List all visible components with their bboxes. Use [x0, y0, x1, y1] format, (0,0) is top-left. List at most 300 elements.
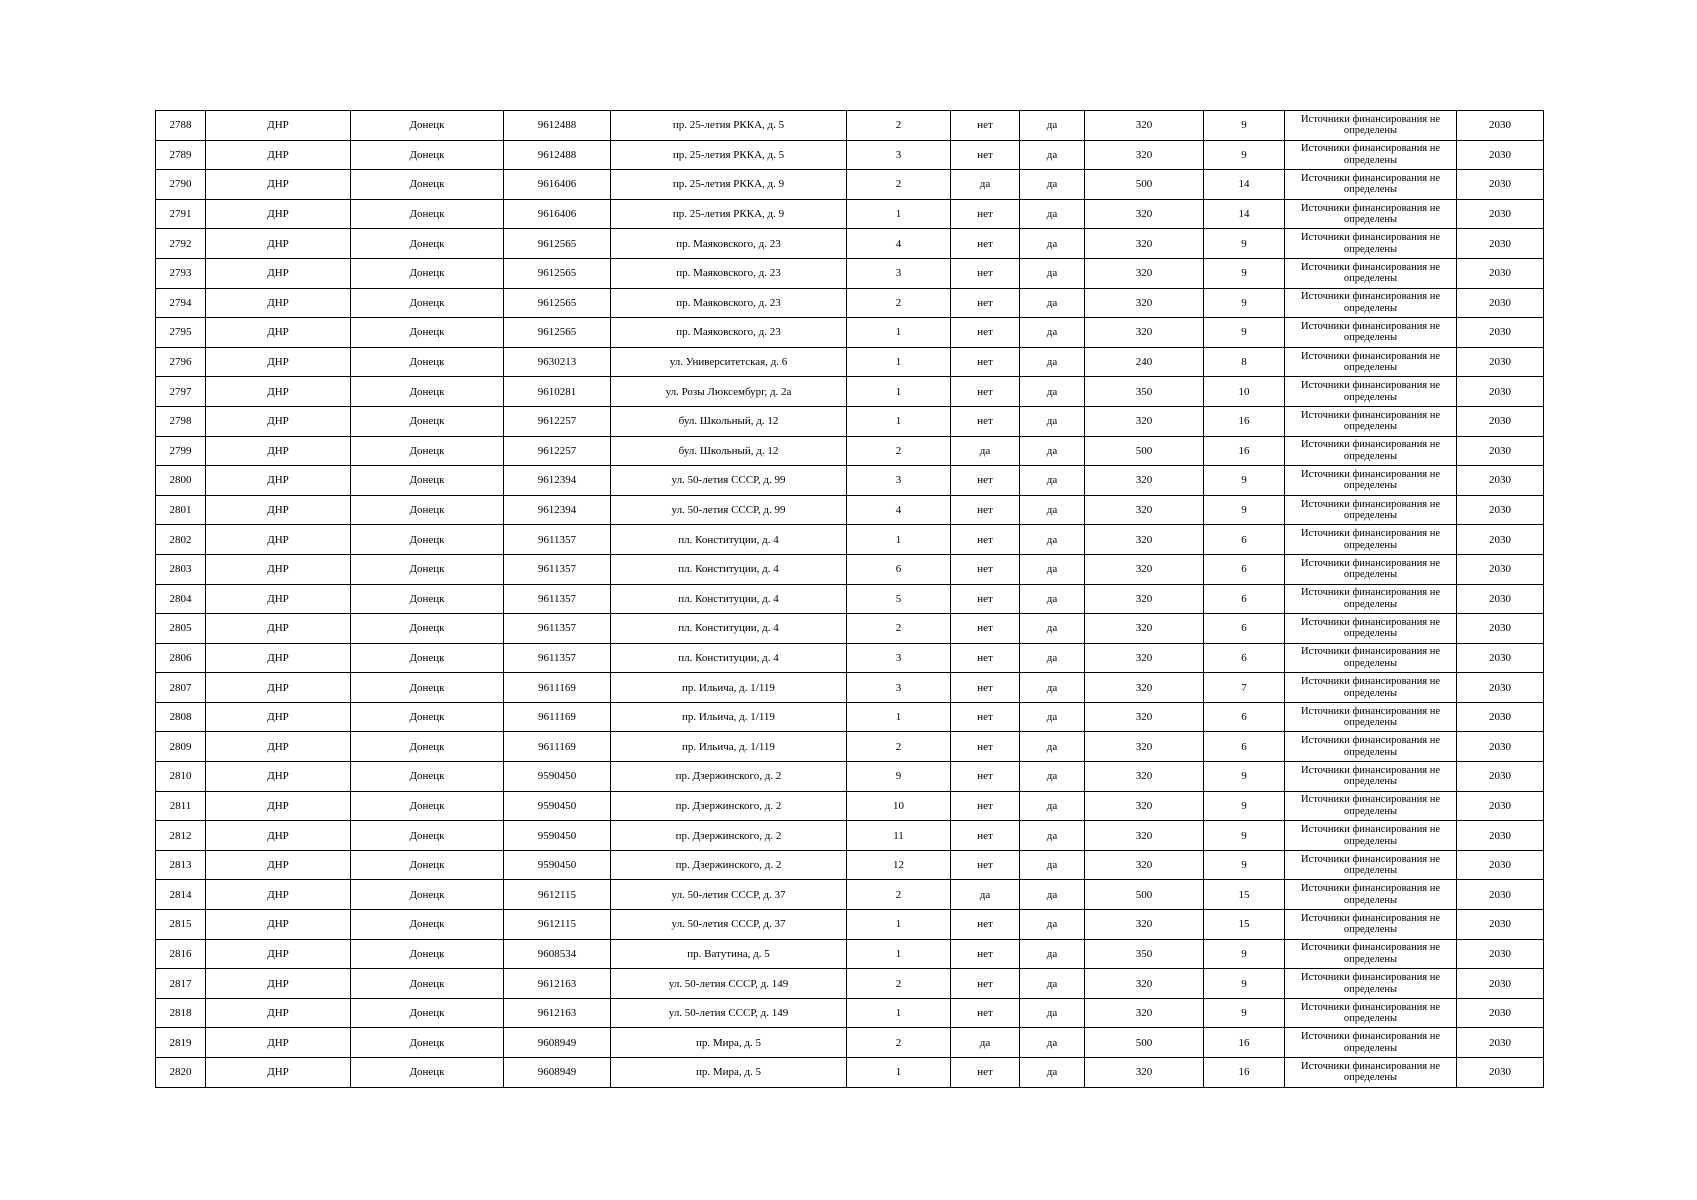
freight-flag-cell: нет: [951, 939, 1020, 969]
funding-source-cell: Источники финансирования не определены: [1285, 466, 1457, 496]
capacity-cell: 320: [1085, 998, 1204, 1028]
address-cell: пр. Дзержинского, д. 2: [611, 791, 847, 821]
building-id-cell: 9611169: [504, 702, 611, 732]
address-cell: пл. Конституции, д. 4: [611, 584, 847, 614]
replacement-flag-cell: да: [1020, 821, 1085, 851]
row-number-cell: 2816: [156, 939, 206, 969]
year-cell: 2030: [1457, 910, 1544, 940]
entrance-cell: 11: [847, 821, 951, 851]
floors-cell: 6: [1204, 732, 1285, 762]
row-number-cell: 2791: [156, 199, 206, 229]
table-row: [156, 791, 1544, 821]
entrance-cell: 1: [847, 318, 951, 348]
funding-source-cell: Источники финансирования не определены: [1285, 554, 1457, 584]
city-cell: Донецк: [351, 614, 504, 644]
row-number-cell: 2804: [156, 584, 206, 614]
row-number-cell: 2790: [156, 170, 206, 200]
city-cell: Донецк: [351, 406, 504, 436]
replacement-flag-cell: да: [1020, 969, 1085, 999]
city-cell: Донецк: [351, 229, 504, 259]
table-row: [156, 1058, 1544, 1088]
table-row: [156, 880, 1544, 910]
row-number-cell: 2808: [156, 702, 206, 732]
replacement-flag-cell: да: [1020, 170, 1085, 200]
address-cell: ул. 50-летия СССР, д. 37: [611, 910, 847, 940]
table-row: [156, 702, 1544, 732]
city-cell: Донецк: [351, 377, 504, 407]
city-cell: Донецк: [351, 821, 504, 851]
freight-flag-cell: нет: [951, 377, 1020, 407]
year-cell: 2030: [1457, 1058, 1544, 1088]
building-id-cell: 9590450: [504, 762, 611, 792]
year-cell: 2030: [1457, 939, 1544, 969]
city-cell: Донецк: [351, 554, 504, 584]
entrance-cell: 3: [847, 140, 951, 170]
replacement-flag-cell: да: [1020, 643, 1085, 673]
region-cell: ДНР: [206, 140, 351, 170]
replacement-flag-cell: да: [1020, 406, 1085, 436]
capacity-cell: 320: [1085, 791, 1204, 821]
floors-cell: 9: [1204, 850, 1285, 880]
region-cell: ДНР: [206, 673, 351, 703]
freight-flag-cell: нет: [951, 347, 1020, 377]
table-row: [156, 436, 1544, 466]
year-cell: 2030: [1457, 969, 1544, 999]
row-number-cell: 2805: [156, 614, 206, 644]
building-id-cell: 9612565: [504, 288, 611, 318]
region-cell: ДНР: [206, 170, 351, 200]
region-cell: ДНР: [206, 732, 351, 762]
floors-cell: 6: [1204, 702, 1285, 732]
replacement-flag-cell: да: [1020, 791, 1085, 821]
region-cell: ДНР: [206, 377, 351, 407]
funding-source-cell: Источники финансирования не определены: [1285, 702, 1457, 732]
address-cell: пр. 25-летия РККА, д. 5: [611, 111, 847, 141]
table-body: [156, 111, 1544, 1088]
region-cell: ДНР: [206, 554, 351, 584]
freight-flag-cell: нет: [951, 791, 1020, 821]
entrance-cell: 1: [847, 1058, 951, 1088]
floors-cell: 14: [1204, 199, 1285, 229]
freight-flag-cell: нет: [951, 111, 1020, 141]
table-row: [156, 584, 1544, 614]
year-cell: 2030: [1457, 170, 1544, 200]
building-id-cell: 9611169: [504, 673, 611, 703]
floors-cell: 6: [1204, 584, 1285, 614]
building-id-cell: 9611357: [504, 643, 611, 673]
address-cell: пр. Ильича, д. 1/119: [611, 702, 847, 732]
entrance-cell: 3: [847, 258, 951, 288]
region-cell: ДНР: [206, 436, 351, 466]
year-cell: 2030: [1457, 140, 1544, 170]
entrance-cell: 1: [847, 702, 951, 732]
city-cell: Донецк: [351, 969, 504, 999]
building-id-cell: 9612115: [504, 910, 611, 940]
freight-flag-cell: нет: [951, 850, 1020, 880]
city-cell: Донецк: [351, 288, 504, 318]
region-cell: ДНР: [206, 762, 351, 792]
address-cell: пр. 25-летия РККА, д. 5: [611, 140, 847, 170]
table-row: [156, 377, 1544, 407]
freight-flag-cell: да: [951, 880, 1020, 910]
address-cell: пр. Маяковского, д. 23: [611, 318, 847, 348]
address-cell: пр. Ильича, д. 1/119: [611, 732, 847, 762]
freight-flag-cell: нет: [951, 614, 1020, 644]
table-row: [156, 288, 1544, 318]
capacity-cell: 320: [1085, 111, 1204, 141]
building-id-cell: 9608949: [504, 1028, 611, 1058]
building-id-cell: 9610281: [504, 377, 611, 407]
city-cell: Донецк: [351, 258, 504, 288]
replacement-flag-cell: да: [1020, 762, 1085, 792]
floors-cell: 9: [1204, 466, 1285, 496]
entrance-cell: 1: [847, 347, 951, 377]
city-cell: Донецк: [351, 850, 504, 880]
city-cell: Донецк: [351, 880, 504, 910]
floors-cell: 9: [1204, 288, 1285, 318]
entrance-cell: 1: [847, 525, 951, 555]
capacity-cell: 320: [1085, 466, 1204, 496]
year-cell: 2030: [1457, 199, 1544, 229]
address-cell: пл. Конституции, д. 4: [611, 614, 847, 644]
region-cell: ДНР: [206, 525, 351, 555]
row-number-cell: 2810: [156, 762, 206, 792]
row-number-cell: 2812: [156, 821, 206, 851]
year-cell: 2030: [1457, 288, 1544, 318]
row-number-cell: 2794: [156, 288, 206, 318]
city-cell: Донецк: [351, 111, 504, 141]
floors-cell: 9: [1204, 762, 1285, 792]
capacity-cell: 500: [1085, 1028, 1204, 1058]
city-cell: Донецк: [351, 643, 504, 673]
row-number-cell: 2798: [156, 406, 206, 436]
freight-flag-cell: нет: [951, 762, 1020, 792]
year-cell: 2030: [1457, 998, 1544, 1028]
floors-cell: 9: [1204, 998, 1285, 1028]
freight-flag-cell: нет: [951, 673, 1020, 703]
funding-source-cell: Источники финансирования не определены: [1285, 614, 1457, 644]
table-row: [156, 998, 1544, 1028]
capacity-cell: 320: [1085, 140, 1204, 170]
freight-flag-cell: нет: [951, 732, 1020, 762]
year-cell: 2030: [1457, 229, 1544, 259]
address-cell: пл. Конституции, д. 4: [611, 643, 847, 673]
replacement-flag-cell: да: [1020, 466, 1085, 496]
region-cell: ДНР: [206, 318, 351, 348]
replacement-flag-cell: да: [1020, 288, 1085, 318]
capacity-cell: 320: [1085, 199, 1204, 229]
funding-source-cell: Источники финансирования не определены: [1285, 732, 1457, 762]
address-cell: ул. 50-летия СССР, д. 149: [611, 998, 847, 1028]
row-number-cell: 2789: [156, 140, 206, 170]
year-cell: 2030: [1457, 377, 1544, 407]
address-cell: пр. 25-летия РККА, д. 9: [611, 170, 847, 200]
entrance-cell: 2: [847, 111, 951, 141]
replacement-flag-cell: да: [1020, 939, 1085, 969]
table-row: [156, 406, 1544, 436]
funding-source-cell: Источники финансирования не определены: [1285, 791, 1457, 821]
capacity-cell: 320: [1085, 229, 1204, 259]
replacement-flag-cell: да: [1020, 998, 1085, 1028]
floors-cell: 6: [1204, 643, 1285, 673]
city-cell: Донецк: [351, 140, 504, 170]
table-row: [156, 643, 1544, 673]
table-row: [156, 466, 1544, 496]
year-cell: 2030: [1457, 318, 1544, 348]
building-id-cell: 9616406: [504, 199, 611, 229]
capacity-cell: 320: [1085, 910, 1204, 940]
address-cell: пр. Маяковского, д. 23: [611, 258, 847, 288]
region-cell: ДНР: [206, 347, 351, 377]
address-cell: пл. Конституции, д. 4: [611, 554, 847, 584]
replacement-flag-cell: да: [1020, 229, 1085, 259]
building-id-cell: 9612163: [504, 998, 611, 1028]
building-id-cell: 9612163: [504, 969, 611, 999]
freight-flag-cell: нет: [951, 584, 1020, 614]
address-cell: ул. 50-летия СССР, д. 37: [611, 880, 847, 910]
year-cell: 2030: [1457, 406, 1544, 436]
row-number-cell: 2820: [156, 1058, 206, 1088]
elevator-register-table: [155, 110, 1544, 1088]
region-cell: ДНР: [206, 406, 351, 436]
capacity-cell: 320: [1085, 614, 1204, 644]
city-cell: Донецк: [351, 762, 504, 792]
year-cell: 2030: [1457, 702, 1544, 732]
floors-cell: 16: [1204, 436, 1285, 466]
year-cell: 2030: [1457, 614, 1544, 644]
table-row: [156, 732, 1544, 762]
entrance-cell: 1: [847, 406, 951, 436]
freight-flag-cell: нет: [951, 288, 1020, 318]
year-cell: 2030: [1457, 821, 1544, 851]
capacity-cell: 320: [1085, 702, 1204, 732]
building-id-cell: 9590450: [504, 850, 611, 880]
row-number-cell: 2809: [156, 732, 206, 762]
floors-cell: 10: [1204, 377, 1285, 407]
year-cell: 2030: [1457, 643, 1544, 673]
freight-flag-cell: нет: [951, 318, 1020, 348]
row-number-cell: 2801: [156, 495, 206, 525]
capacity-cell: 320: [1085, 673, 1204, 703]
region-cell: ДНР: [206, 1028, 351, 1058]
capacity-cell: 320: [1085, 584, 1204, 614]
city-cell: Донецк: [351, 791, 504, 821]
entrance-cell: 2: [847, 170, 951, 200]
entrance-cell: 5: [847, 584, 951, 614]
capacity-cell: 500: [1085, 436, 1204, 466]
replacement-flag-cell: да: [1020, 347, 1085, 377]
row-number-cell: 2802: [156, 525, 206, 555]
year-cell: 2030: [1457, 466, 1544, 496]
year-cell: 2030: [1457, 1028, 1544, 1058]
table-row: [156, 525, 1544, 555]
table-row: [156, 258, 1544, 288]
capacity-cell: 320: [1085, 554, 1204, 584]
city-cell: Донецк: [351, 436, 504, 466]
address-cell: пр. Дзержинского, д. 2: [611, 850, 847, 880]
table-row: [156, 495, 1544, 525]
floors-cell: 9: [1204, 318, 1285, 348]
floors-cell: 14: [1204, 170, 1285, 200]
funding-source-cell: Источники финансирования не определены: [1285, 673, 1457, 703]
region-cell: ДНР: [206, 111, 351, 141]
row-number-cell: 2795: [156, 318, 206, 348]
year-cell: 2030: [1457, 732, 1544, 762]
funding-source-cell: Источники финансирования не определены: [1285, 880, 1457, 910]
capacity-cell: 320: [1085, 288, 1204, 318]
freight-flag-cell: нет: [951, 1058, 1020, 1088]
table-row: [156, 673, 1544, 703]
year-cell: 2030: [1457, 495, 1544, 525]
building-id-cell: 9612565: [504, 229, 611, 259]
entrance-cell: 1: [847, 939, 951, 969]
row-number-cell: 2799: [156, 436, 206, 466]
building-id-cell: 9612488: [504, 140, 611, 170]
replacement-flag-cell: да: [1020, 318, 1085, 348]
region-cell: ДНР: [206, 702, 351, 732]
address-cell: ул. 50-летия СССР, д. 149: [611, 969, 847, 999]
year-cell: 2030: [1457, 554, 1544, 584]
building-id-cell: 9612394: [504, 495, 611, 525]
row-number-cell: 2815: [156, 910, 206, 940]
funding-source-cell: Источники финансирования не определены: [1285, 170, 1457, 200]
capacity-cell: 320: [1085, 850, 1204, 880]
building-id-cell: 9590450: [504, 821, 611, 851]
floors-cell: 9: [1204, 140, 1285, 170]
region-cell: ДНР: [206, 288, 351, 318]
address-cell: пр. Дзержинского, д. 2: [611, 762, 847, 792]
region-cell: ДНР: [206, 614, 351, 644]
table-row: [156, 554, 1544, 584]
address-cell: пр. Дзержинского, д. 2: [611, 821, 847, 851]
table-row: [156, 821, 1544, 851]
table-row: [156, 850, 1544, 880]
entrance-cell: 1: [847, 199, 951, 229]
funding-source-cell: Источники финансирования не определены: [1285, 288, 1457, 318]
building-id-cell: 9608949: [504, 1058, 611, 1088]
floors-cell: 9: [1204, 229, 1285, 259]
table-row: [156, 111, 1544, 141]
region-cell: ДНР: [206, 821, 351, 851]
freight-flag-cell: нет: [951, 466, 1020, 496]
replacement-flag-cell: да: [1020, 673, 1085, 703]
funding-source-cell: Источники финансирования не определены: [1285, 1058, 1457, 1088]
building-id-cell: 9630213: [504, 347, 611, 377]
year-cell: 2030: [1457, 436, 1544, 466]
region-cell: ДНР: [206, 880, 351, 910]
floors-cell: 9: [1204, 791, 1285, 821]
funding-source-cell: Источники финансирования не определены: [1285, 969, 1457, 999]
year-cell: 2030: [1457, 762, 1544, 792]
building-id-cell: 9611357: [504, 525, 611, 555]
capacity-cell: 320: [1085, 406, 1204, 436]
year-cell: 2030: [1457, 584, 1544, 614]
city-cell: Донецк: [351, 939, 504, 969]
replacement-flag-cell: да: [1020, 199, 1085, 229]
freight-flag-cell: нет: [951, 554, 1020, 584]
table-row: [156, 170, 1544, 200]
table-row: [156, 969, 1544, 999]
floors-cell: 9: [1204, 939, 1285, 969]
replacement-flag-cell: да: [1020, 1058, 1085, 1088]
city-cell: Донецк: [351, 199, 504, 229]
entrance-cell: 4: [847, 495, 951, 525]
entrance-cell: 6: [847, 554, 951, 584]
floors-cell: 9: [1204, 821, 1285, 851]
city-cell: Донецк: [351, 1058, 504, 1088]
city-cell: Донецк: [351, 732, 504, 762]
freight-flag-cell: нет: [951, 969, 1020, 999]
replacement-flag-cell: да: [1020, 525, 1085, 555]
floors-cell: 9: [1204, 111, 1285, 141]
address-cell: пр. Маяковского, д. 23: [611, 229, 847, 259]
city-cell: Донецк: [351, 525, 504, 555]
floors-cell: 15: [1204, 910, 1285, 940]
table-row: [156, 199, 1544, 229]
floors-cell: 15: [1204, 880, 1285, 910]
address-cell: ул. Розы Люксембург, д. 2а: [611, 377, 847, 407]
region-cell: ДНР: [206, 1058, 351, 1088]
funding-source-cell: Источники финансирования не определены: [1285, 229, 1457, 259]
table-row: [156, 140, 1544, 170]
replacement-flag-cell: да: [1020, 111, 1085, 141]
year-cell: 2030: [1457, 111, 1544, 141]
entrance-cell: 2: [847, 614, 951, 644]
address-cell: ул. Университетская, д. 6: [611, 347, 847, 377]
building-id-cell: 9612394: [504, 466, 611, 496]
freight-flag-cell: нет: [951, 229, 1020, 259]
region-cell: ДНР: [206, 910, 351, 940]
address-cell: ул. 50-летия СССР, д. 99: [611, 495, 847, 525]
row-number-cell: 2814: [156, 880, 206, 910]
funding-source-cell: Источники финансирования не определены: [1285, 584, 1457, 614]
region-cell: ДНР: [206, 998, 351, 1028]
region-cell: ДНР: [206, 939, 351, 969]
funding-source-cell: Источники финансирования не определены: [1285, 140, 1457, 170]
floors-cell: 8: [1204, 347, 1285, 377]
building-id-cell: 9590450: [504, 791, 611, 821]
region-cell: ДНР: [206, 643, 351, 673]
table-row: [156, 910, 1544, 940]
floors-cell: 6: [1204, 554, 1285, 584]
capacity-cell: 350: [1085, 377, 1204, 407]
replacement-flag-cell: да: [1020, 258, 1085, 288]
row-number-cell: 2813: [156, 850, 206, 880]
address-cell: пл. Конституции, д. 4: [611, 525, 847, 555]
freight-flag-cell: нет: [951, 140, 1020, 170]
address-cell: бул. Школьный, д. 12: [611, 406, 847, 436]
freight-flag-cell: да: [951, 436, 1020, 466]
row-number-cell: 2797: [156, 377, 206, 407]
region-cell: ДНР: [206, 495, 351, 525]
building-id-cell: 9616406: [504, 170, 611, 200]
entrance-cell: 2: [847, 436, 951, 466]
building-id-cell: 9612565: [504, 258, 611, 288]
entrance-cell: 1: [847, 998, 951, 1028]
region-cell: ДНР: [206, 969, 351, 999]
capacity-cell: 320: [1085, 762, 1204, 792]
address-cell: ул. 50-летия СССР, д. 99: [611, 466, 847, 496]
capacity-cell: 320: [1085, 525, 1204, 555]
row-number-cell: 2817: [156, 969, 206, 999]
row-number-cell: 2803: [156, 554, 206, 584]
address-cell: пр. Ильича, д. 1/119: [611, 673, 847, 703]
region-cell: ДНР: [206, 584, 351, 614]
capacity-cell: 320: [1085, 969, 1204, 999]
table-row: [156, 762, 1544, 792]
replacement-flag-cell: да: [1020, 850, 1085, 880]
year-cell: 2030: [1457, 347, 1544, 377]
